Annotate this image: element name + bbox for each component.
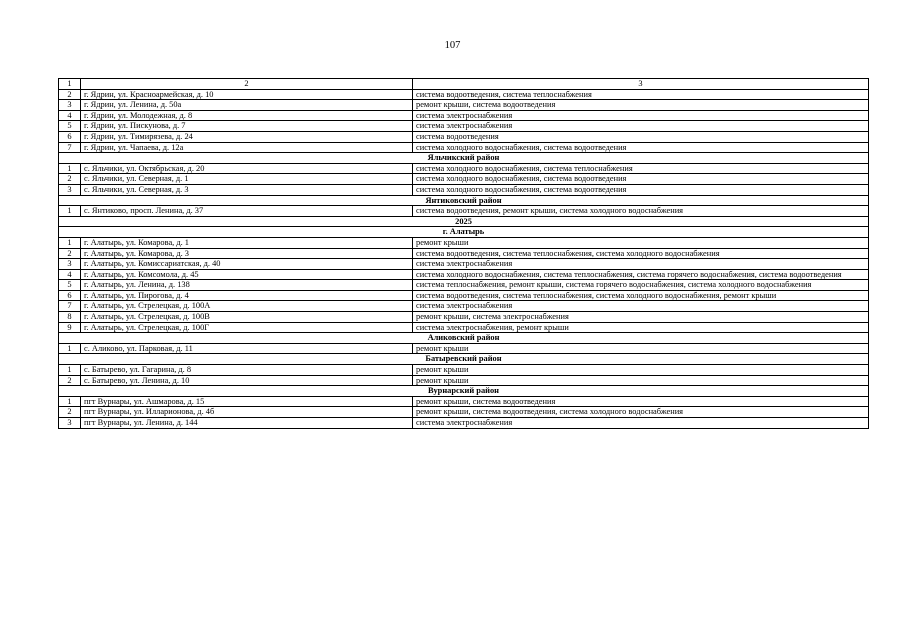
row-number: 6 (59, 131, 81, 142)
table-row (59, 280, 869, 291)
works-cell: система электроснабжения (413, 110, 869, 121)
works-cell: система электроснабжения, ремонт крыши (413, 322, 869, 333)
row-number: 1 (59, 206, 81, 217)
column-number-2: 2 (81, 79, 413, 90)
address-cell: пгт Вурнары, ул. Илларионова, д. 4б (81, 407, 413, 418)
table-row (59, 396, 869, 407)
address-cell: г. Алатырь, ул. Стрелецкая, д. 100А (81, 301, 413, 312)
address-cell: с. Яльчики, ул. Октябрьская, д. 20 (81, 163, 413, 174)
table-row (59, 322, 869, 333)
address-cell: г. Алатырь, ул. Комсомола, д. 45 (81, 269, 413, 280)
works-cell: система водоотведения, система теплоснабжения, система холодного водоснабжения, ремонт крыши (413, 290, 869, 301)
table-row (59, 259, 869, 270)
table-row (59, 301, 869, 312)
works-cell: система холодного водоснабжения, система теплоснабжения (413, 163, 869, 174)
address-cell: г. Ядрин, ул. Молодежная, д. 8 (81, 110, 413, 121)
table-row (59, 343, 869, 354)
row-number: 2 (59, 89, 81, 100)
section-heading-row (59, 227, 869, 238)
section-title: Аликовский район (59, 333, 869, 344)
row-number: 1 (59, 365, 81, 376)
address-cell: г. Алатырь, ул. Комарова, д. 1 (81, 237, 413, 248)
row-number: 2 (59, 248, 81, 259)
row-number: 2 (59, 174, 81, 185)
row-number: 5 (59, 121, 81, 132)
works-cell: система электроснабжения (413, 259, 869, 270)
table-row (59, 174, 869, 185)
address-cell: г. Алатырь, ул. Стрелецкая, д. 100В (81, 312, 413, 323)
address-cell: г. Ядрин, ул. Тимирязева, д. 24 (81, 131, 413, 142)
address-cell: г. Алатырь, ул. Стрелецкая, д. 100Г (81, 322, 413, 333)
address-cell: пгт Вурнары, ул. Ашмарова, д. 15 (81, 396, 413, 407)
table-row (59, 375, 869, 386)
works-cell: ремонт крыши, система водоотведения, система холодного водоснабжения (413, 407, 869, 418)
row-number: 4 (59, 269, 81, 280)
works-cell: система теплоснабжения, ремонт крыши, система горячего водоснабжения, система холодного водоснабжения (413, 280, 869, 291)
row-number: 7 (59, 142, 81, 153)
column-number-1: 1 (59, 79, 81, 90)
works-cell: система электроснабжения (413, 301, 869, 312)
table-row (59, 248, 869, 259)
works-cell: система холодного водоснабжения, система водоотведения (413, 184, 869, 195)
address-cell: с. Яльчики, ул. Северная, д. 1 (81, 174, 413, 185)
address-cell: с. Янтиково, просп. Ленина, д. 37 (81, 206, 413, 217)
address-cell: г. Алатырь, ул. Пирогова, д. 4 (81, 290, 413, 301)
column-number-3: 3 (413, 79, 869, 90)
table-row (59, 89, 869, 100)
section-heading-row (59, 333, 869, 344)
works-cell: система холодного водоснабжения, система водоотведения (413, 142, 869, 153)
works-cell: система водоотведения (413, 131, 869, 142)
address-cell: г. Алатырь, ул. Комиссариатская, д. 40 (81, 259, 413, 270)
address-cell: с. Яльчики, ул. Северная, д. 3 (81, 184, 413, 195)
works-cell: ремонт крыши, система электроснабжения (413, 312, 869, 323)
table-row (59, 142, 869, 153)
row-number: 1 (59, 237, 81, 248)
works-cell: ремонт крыши (413, 343, 869, 354)
table-header-row (59, 79, 869, 90)
address-cell: г. Ядрин, ул. Ленина, д. 50а (81, 100, 413, 111)
address-cell: с. Аликово, ул. Парковая, д. 11 (81, 343, 413, 354)
table-row (59, 206, 869, 217)
works-cell: система водоотведения, система теплоснабжения, система холодного водоснабжения (413, 248, 869, 259)
row-number: 2 (59, 375, 81, 386)
address-cell: с. Батырево, ул. Ленина, д. 10 (81, 375, 413, 386)
table-row (59, 237, 869, 248)
row-number: 5 (59, 280, 81, 291)
table-row (59, 110, 869, 121)
works-cell: система электроснабжения (413, 418, 869, 429)
table-row (59, 100, 869, 111)
row-number: 1 (59, 163, 81, 174)
table-row (59, 184, 869, 195)
row-number: 6 (59, 290, 81, 301)
section-heading-row (59, 386, 869, 397)
row-number: 4 (59, 110, 81, 121)
page-number: 107 (444, 40, 461, 51)
table-row (59, 418, 869, 429)
address-cell: с. Батырево, ул. Гагарина, д. 8 (81, 365, 413, 376)
row-number: 2 (59, 407, 81, 418)
table-row (59, 290, 869, 301)
row-number: 3 (59, 418, 81, 429)
table-row (59, 131, 869, 142)
section-heading-row (59, 153, 869, 164)
address-cell: г. Алатырь, ул. Комарова, д. 3 (81, 248, 413, 259)
section-title: Батыревский район (59, 354, 869, 365)
table-row (59, 269, 869, 280)
section-title: Янтиковский район (59, 195, 869, 206)
works-cell: ремонт крыши (413, 365, 869, 376)
works-cell: система водоотведения, ремонт крыши, система холодного водоснабжения (413, 206, 869, 217)
section-title: 2025 (59, 216, 869, 227)
row-number: 1 (59, 343, 81, 354)
section-heading-row (59, 216, 869, 227)
works-cell: система холодного водоснабжения, система водоотведения (413, 174, 869, 185)
repair-schedule-table (58, 78, 869, 429)
works-cell: ремонт крыши (413, 237, 869, 248)
row-number: 3 (59, 184, 81, 195)
works-cell: ремонт крыши, система водоотведения (413, 396, 869, 407)
works-cell: система электроснабжения (413, 121, 869, 132)
row-number: 7 (59, 301, 81, 312)
table-body (59, 79, 869, 429)
row-number: 1 (59, 396, 81, 407)
address-cell: пгт Вурнары, ул. Ленина, д. 144 (81, 418, 413, 429)
section-title: г. Алатырь (59, 227, 869, 238)
row-number: 3 (59, 100, 81, 111)
table-row (59, 121, 869, 132)
works-cell: система водоотведения, система теплоснабжения (413, 89, 869, 100)
row-number: 3 (59, 259, 81, 270)
address-cell: г. Алатырь, ул. Ленина, д. 138 (81, 280, 413, 291)
works-cell: ремонт крыши, система водоотведения (413, 100, 869, 111)
address-cell: г. Ядрин, ул. Красноармейская, д. 10 (81, 89, 413, 100)
table-row (59, 163, 869, 174)
row-number: 9 (59, 322, 81, 333)
row-number: 8 (59, 312, 81, 323)
section-heading-row (59, 195, 869, 206)
table-row (59, 365, 869, 376)
table-row (59, 312, 869, 323)
address-cell: г. Ядрин, ул. Чапаева, д. 12а (81, 142, 413, 153)
table-row (59, 407, 869, 418)
section-heading-row (59, 354, 869, 365)
address-cell: г. Ядрин, ул. Пискунова, д. 7 (81, 121, 413, 132)
section-title: Вурнарский район (59, 386, 869, 397)
works-cell: система холодного водоснабжения, система теплоснабжения, система горячего водоснабжения, система водоотведения (413, 269, 869, 280)
section-title: Яльчикский район (59, 153, 869, 164)
works-cell: ремонт крыши (413, 375, 869, 386)
